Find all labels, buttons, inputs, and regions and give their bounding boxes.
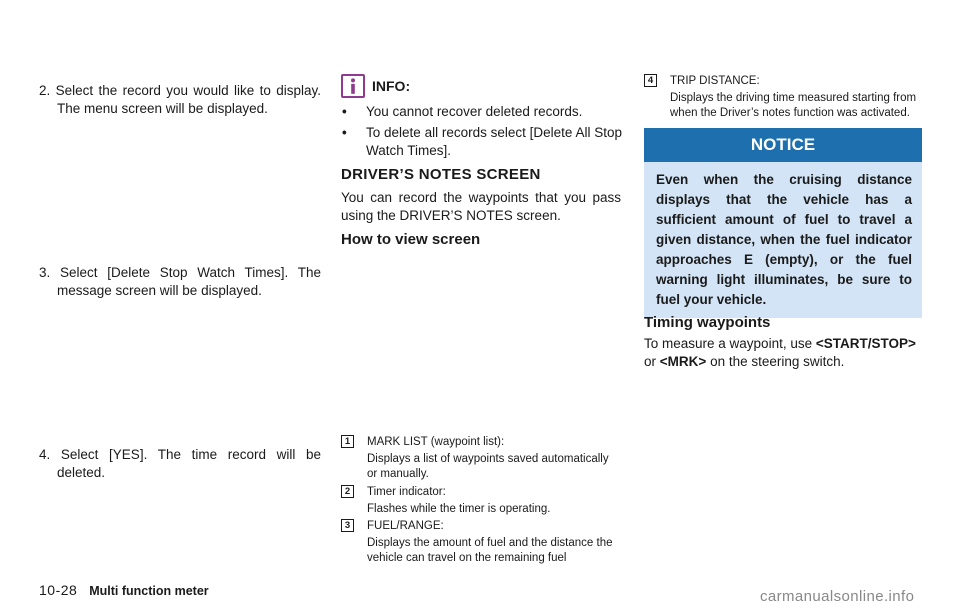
step-2-line1: Select the record you would like to display. <box>55 83 321 98</box>
info-icon <box>341 74 365 98</box>
step-4-line2: deleted. <box>57 465 106 480</box>
callout-badge: 4 <box>644 74 657 87</box>
callout-4 <box>644 74 924 120</box>
step-3-line2: message screen will be displayed. <box>57 283 262 298</box>
callout-title: MARK LIST (waypoint list): <box>367 436 505 448</box>
page-number: 10-28 <box>39 582 78 598</box>
info-bullet-text: You cannot recover deleted records. <box>366 104 583 119</box>
step-2-line2: The menu screen will be displayed. <box>57 101 268 116</box>
bullet-icon: • <box>342 104 347 119</box>
step-4-number: 4. <box>39 447 51 462</box>
notice-box <box>644 128 922 318</box>
subsection-title: How to view screen <box>341 231 481 248</box>
section-body: You can record the waypoints that you pass using the DRIVER’S NOTES screen. <box>341 190 621 223</box>
footer-section-title: Multi function meter <box>89 584 209 598</box>
watermark-link[interactable]: carmanualsonline.info <box>760 588 915 605</box>
timing-body <box>644 335 924 371</box>
step-3-line1: Select [Delete Stop Watch Times]. The <box>60 265 321 280</box>
section-title: DRIVER’S NOTES SCREEN <box>341 166 541 183</box>
callout-title: FUEL/RANGE: <box>367 520 444 532</box>
step-3-number: 3. <box>39 265 51 280</box>
step-2-number: 2. <box>39 83 51 98</box>
start-stop-key: <START/STOP> <box>815 336 916 351</box>
step-4 <box>39 446 321 482</box>
callout-2 <box>341 485 621 519</box>
notice-body: Even when the cruising distance displays that the vehicle has a sufficient amount of fuel to travel a given distance, when the fuel indicator approaches E (empty), or the fuel warning light illuminates, be sure to fuel your vehicle. <box>644 162 922 318</box>
callout-badge: 3 <box>341 519 354 532</box>
callout-badge: 2 <box>341 485 354 498</box>
timing-text-mid: or <box>644 354 657 369</box>
callout-title: Timer indicator: <box>367 486 446 498</box>
step-3 <box>39 264 321 300</box>
info-heading: INFO: <box>372 78 411 94</box>
timing-text-post: on the steering switch. <box>710 354 845 369</box>
callout-badge: 1 <box>341 435 354 448</box>
info-bullet-1 <box>342 103 622 121</box>
callout-3 <box>341 519 621 565</box>
mrk-key: <MRK> <box>659 354 707 369</box>
callout-desc: Flashes while the timer is operating. <box>367 503 551 515</box>
callout-desc: Displays a list of waypoints saved automatically or manually. <box>367 453 609 480</box>
info-bullet-2 <box>342 124 622 160</box>
callout-title: TRIP DISTANCE: <box>670 75 760 87</box>
step-4-line1: Select [YES]. The time record will be <box>60 447 321 462</box>
bullet-icon: • <box>342 125 347 140</box>
page-footer <box>39 582 209 598</box>
callout-desc: Displays the driving time measured starting from when the Driver’s notes function was activated. <box>670 92 917 119</box>
notice-title: NOTICE <box>644 128 922 162</box>
callout-desc: Displays the amount of fuel and the distance the vehicle can travel on the remaining fuel <box>367 537 613 564</box>
callout-1 <box>341 435 621 481</box>
timing-text-pre: To measure a waypoint, use <box>644 336 813 351</box>
step-2 <box>39 82 321 118</box>
timing-title: Timing waypoints <box>644 314 771 331</box>
info-bullet-text: To delete all records select [Delete All Stop Watch Times]. <box>366 125 622 158</box>
